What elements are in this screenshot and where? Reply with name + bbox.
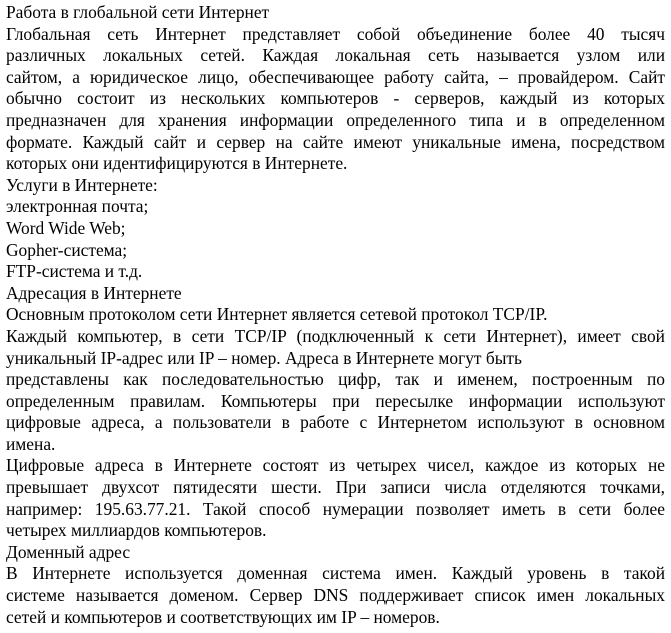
text-line: представлены как последовательностью цифр, так и именем, построенным по	[6, 369, 665, 390]
text-line: В Интернете используется доменная система имен. Каждый уровень в такой	[6, 563, 665, 584]
text-line: предназначен для хранения информации определенного типа и в определенном	[6, 109, 665, 130]
text-line: уникальный IP-адрес или IP – номер. Адреса в Интернете могут быть	[6, 347, 522, 368]
text-line: Работа в глобальной сети Интернет	[6, 2, 270, 22]
text-line: Глобальная сеть Интернет представляет собой объединение более 40 тысяч	[6, 23, 665, 44]
text-line: электронная почта;	[6, 196, 149, 217]
text-line: Адресация в Интернете	[6, 282, 182, 303]
text-line: превышает двухсот пятидесяти шести. При записи числа отделяются точками,	[6, 477, 665, 498]
text-line: FTP-система и т.д.	[6, 261, 143, 282]
text-line: цифровые адреса, а пользователи в работе с Интернетом используют в основном	[6, 412, 665, 433]
text-line: формате. Каждый сайт и сервер на сайте имеют уникальные имена, посредством	[6, 131, 665, 152]
text-line: имена.	[6, 433, 56, 454]
text-line: Цифровые адреса в Интернете состоят из четырех чисел, каждое из которых не	[6, 455, 665, 476]
text-line: системе называется доменом. Сервер DNS поддерживает список имен локальных	[6, 585, 665, 606]
text-line: различных локальных сетей. Каждая локальная сеть называется узлом или	[6, 45, 665, 66]
text-line: например: 195.63.77.21. Такой способ нумерации позволяет иметь в сети более	[6, 498, 665, 519]
text-line: Услуги в Интернете:	[6, 174, 158, 195]
text-line: обычно состоит из нескольких компьютеров - серверов, каждый из которых	[6, 88, 665, 109]
text-line: Доменный адрес	[6, 541, 131, 562]
text-line: Word Wide Web;	[6, 217, 126, 238]
text-line: Gopher-система;	[6, 239, 128, 260]
text-line: сайтом, а юридическое лицо, обеспечивающее работу сайта, – провайдером. Сайт	[6, 66, 665, 87]
text-line: Основным протоколом сети Интернет является сетевой протокол TCP/IP.	[6, 304, 548, 325]
text-line: сетей и компьютеров и соответствующих им IP – номеров.	[6, 606, 440, 627]
text-line: Каждый компьютер, в сети TCP/IP (подключенный к сети Интернет), имеет свой	[6, 325, 665, 346]
text-line: определенным правилам. Компьютеры при пересылке информации используют	[6, 390, 665, 411]
text-line: четырех миллиардов компьютеров.	[6, 520, 267, 541]
text-line: которых они идентифицируются в Интернете.	[6, 153, 348, 174]
